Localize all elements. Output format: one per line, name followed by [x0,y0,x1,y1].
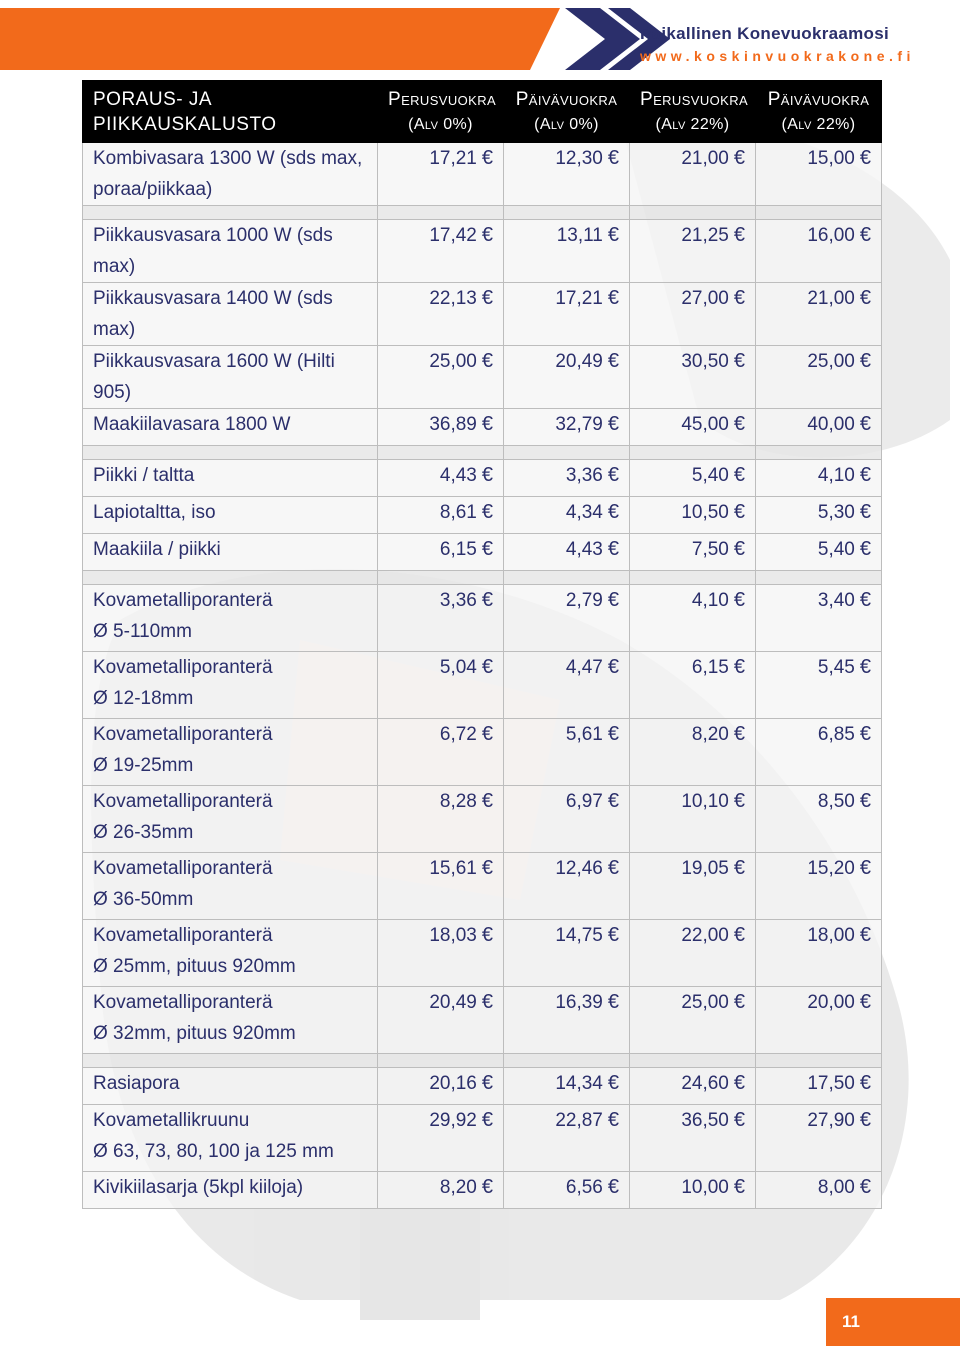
euro-icon: € [733,538,745,560]
euro-icon: € [859,790,871,812]
table-title: PORAUS- JA PIIKKAUSKALUSTO [83,81,378,143]
price-cell [504,497,630,534]
table-row [83,585,882,652]
euro-icon: € [481,1072,493,1094]
price-cell [630,719,756,786]
price-value: 10,10 [681,791,729,812]
price-cell [378,1172,504,1209]
separator-cell [83,446,378,460]
price-value: 4,10 [691,590,729,611]
euro-icon: € [607,538,619,560]
price-value: 15,20 [807,858,855,879]
price-cell [378,497,504,534]
price-value: 17,21 [555,288,603,309]
euro-icon: € [859,589,871,611]
price-value: 4,34 [565,502,603,523]
price-cell [378,853,504,920]
price-cell [756,1172,882,1209]
price-value: 25,00 [681,992,729,1013]
section-separator [83,206,882,220]
price-value: 27,00 [681,288,729,309]
table-row [83,920,882,987]
price-value: 6,15 [439,539,477,560]
price-value: 45,00 [681,414,729,435]
price-cell [630,143,756,206]
price-value: 19,05 [681,858,729,879]
separator-cell [378,571,504,585]
euro-icon: € [859,723,871,745]
table-row [83,652,882,719]
euro-icon: € [607,1072,619,1094]
product-name: Piikki / taltta [83,460,378,497]
euro-icon: € [481,350,493,372]
euro-icon: € [733,147,745,169]
price-cell [756,534,882,571]
price-value: 6,85 [817,724,855,745]
table-row [83,497,882,534]
euro-icon: € [859,147,871,169]
table-row [83,283,882,346]
euro-icon: € [859,1072,871,1094]
price-value: 15,00 [807,148,855,169]
product-name: Piikkausvasara 1600 W (Hilti 905) [83,346,378,409]
price-cell [630,853,756,920]
price-cell [630,652,756,719]
price-cell [756,346,882,409]
price-value: 3,36 [565,465,603,486]
price-value: 4,43 [565,539,603,560]
euro-icon: € [859,350,871,372]
table-row [83,719,882,786]
price-cell [756,719,882,786]
column-header: Päivävuokra (Alv 0%) [504,81,630,143]
euro-icon: € [733,723,745,745]
separator-cell [378,1054,504,1068]
euro-icon: € [481,501,493,523]
euro-icon: € [733,464,745,486]
price-cell [756,220,882,283]
euro-icon: € [859,464,871,486]
price-value: 17,21 [429,148,477,169]
price-cell [504,220,630,283]
euro-icon: € [607,147,619,169]
euro-icon: € [733,413,745,435]
price-cell [378,143,504,206]
price-cell [504,283,630,346]
price-value: 12,46 [555,858,603,879]
price-value: 22,87 [555,1110,603,1131]
price-cell [756,652,882,719]
euro-icon: € [859,413,871,435]
price-value: 5,40 [691,465,729,486]
euro-icon: € [859,857,871,879]
euro-icon: € [607,790,619,812]
euro-icon: € [733,1109,745,1131]
table-row [83,1105,882,1172]
price-value: 5,61 [565,724,603,745]
price-cell [630,283,756,346]
price-cell [504,1172,630,1209]
price-cell [756,585,882,652]
table-row [83,853,882,920]
euro-icon: € [733,656,745,678]
euro-icon: € [859,1176,871,1198]
header-banner [0,8,960,70]
price-table [82,80,882,1209]
price-value: 5,30 [817,502,855,523]
price-value: 25,00 [429,351,477,372]
price-cell [378,652,504,719]
price-value: 5,45 [817,657,855,678]
section-separator [83,571,882,585]
section-separator [83,1054,882,1068]
price-value: 24,60 [681,1073,729,1094]
price-value: 8,28 [439,791,477,812]
price-cell [504,534,630,571]
product-name: Maakiilavasara 1800 W [83,409,378,446]
price-value: 4,43 [439,465,477,486]
price-value: 6,97 [565,791,603,812]
separator-cell [504,446,630,460]
euro-icon: € [481,991,493,1013]
price-value: 40,00 [807,414,855,435]
price-value: 16,00 [807,225,855,246]
separator-cell [630,206,756,220]
price-value: 3,40 [817,590,855,611]
price-cell [378,920,504,987]
euro-icon: € [481,857,493,879]
euro-icon: € [859,1109,871,1131]
price-cell [630,460,756,497]
price-cell [378,283,504,346]
price-value: 7,50 [691,539,729,560]
product-name: Kovametallikruunu Ø 63, 73, 80, 100 ja 125 mm [83,1105,378,1172]
price-value: 20,00 [807,992,855,1013]
price-cell [756,920,882,987]
brand-url[interactable]: www.koskinvuokrakone.fi [640,48,915,64]
euro-icon: € [481,287,493,309]
price-value: 17,50 [807,1073,855,1094]
price-value: 20,49 [555,351,603,372]
euro-icon: € [481,1176,493,1198]
price-cell [630,346,756,409]
price-value: 32,79 [555,414,603,435]
euro-icon: € [481,413,493,435]
price-value: 10,50 [681,502,729,523]
price-cell [630,220,756,283]
product-name: Piikkausvasara 1400 W (sds max) [83,283,378,346]
euro-icon: € [733,287,745,309]
table-row [83,346,882,409]
euro-icon: € [481,224,493,246]
price-value: 10,00 [681,1177,729,1198]
price-value: 8,00 [817,1177,855,1198]
price-cell [756,143,882,206]
euro-icon: € [859,924,871,946]
price-cell [504,460,630,497]
price-cell [630,987,756,1054]
price-cell [630,409,756,446]
price-cell [378,346,504,409]
price-cell [378,409,504,446]
price-cell [756,460,882,497]
price-cell [630,1105,756,1172]
euro-icon: € [481,723,493,745]
euro-icon: € [859,656,871,678]
euro-icon: € [607,723,619,745]
separator-cell [756,1054,882,1068]
price-value: 25,00 [807,351,855,372]
euro-icon: € [859,991,871,1013]
product-name: Piikkausvasara 1000 W (sds max) [83,220,378,283]
price-cell [504,346,630,409]
price-cell [504,1105,630,1172]
product-name: Kovametalliporanterä Ø 25mm, pituus 920mm [83,920,378,987]
price-value: 5,04 [439,657,477,678]
product-name: Lapiotaltta, iso [83,497,378,534]
product-name: Maakiila / piikki [83,534,378,571]
separator-cell [756,206,882,220]
price-cell [630,1068,756,1105]
product-name: Kovametalliporanterä Ø 26-35mm [83,786,378,853]
euro-icon: € [607,1109,619,1131]
euro-icon: € [607,287,619,309]
separator-cell [756,571,882,585]
price-cell [378,534,504,571]
price-value: 14,75 [555,925,603,946]
euro-icon: € [859,224,871,246]
column-header: Perusvuokra (Alv 0%) [378,81,504,143]
column-header: Päivävuokra (Alv 22%) [756,81,882,143]
euro-icon: € [481,538,493,560]
euro-icon: € [481,1109,493,1131]
euro-icon: € [859,538,871,560]
table-row [83,460,882,497]
table-row [83,1068,882,1105]
separator-cell [83,206,378,220]
euro-icon: € [481,790,493,812]
product-name: Kombivasara 1300 W (sds max, poraa/piikkaa) [83,143,378,206]
price-cell [378,460,504,497]
price-cell [630,920,756,987]
separator-cell [630,1054,756,1068]
price-cell [630,585,756,652]
separator-cell [504,571,630,585]
separator-cell [83,1054,378,1068]
price-cell [756,283,882,346]
price-value: 8,20 [691,724,729,745]
euro-icon: € [607,464,619,486]
price-cell [756,786,882,853]
price-cell [378,987,504,1054]
table-row [83,143,882,206]
product-name: Rasiapora [83,1068,378,1105]
price-cell [504,652,630,719]
price-cell [378,786,504,853]
price-value: 17,42 [429,225,477,246]
euro-icon: € [733,991,745,1013]
separator-cell [630,571,756,585]
price-value: 15,61 [429,858,477,879]
price-value: 21,00 [681,148,729,169]
euro-icon: € [481,656,493,678]
separator-cell [630,446,756,460]
price-cell [504,585,630,652]
euro-icon: € [607,413,619,435]
price-cell [378,1105,504,1172]
price-cell [504,719,630,786]
euro-icon: € [481,464,493,486]
product-name: Kovametalliporanterä Ø 5-110mm [83,585,378,652]
page-number: 11 [826,1298,960,1346]
price-cell [630,497,756,534]
separator-cell [504,1054,630,1068]
price-cell [378,220,504,283]
price-cell [504,1068,630,1105]
price-value: 6,56 [565,1177,603,1198]
price-value: 21,00 [807,288,855,309]
table-row [83,534,882,571]
product-name: Kovametalliporanterä Ø 32mm, pituus 920mm [83,987,378,1054]
euro-icon: € [607,991,619,1013]
product-name: Kovametalliporanterä Ø 12-18mm [83,652,378,719]
euro-icon: € [607,501,619,523]
separator-cell [504,206,630,220]
price-cell [756,497,882,534]
price-value: 18,00 [807,925,855,946]
price-value: 6,72 [439,724,477,745]
euro-icon: € [607,924,619,946]
euro-icon: € [607,857,619,879]
euro-icon: € [481,924,493,946]
separator-cell [378,446,504,460]
price-cell [756,1105,882,1172]
price-value: 6,15 [691,657,729,678]
euro-icon: € [733,1176,745,1198]
euro-icon: € [607,589,619,611]
price-cell [378,585,504,652]
euro-icon: € [607,1176,619,1198]
price-value: 20,16 [429,1073,477,1094]
price-value: 13,11 [556,225,603,246]
euro-icon: € [733,501,745,523]
price-value: 8,61 [439,502,477,523]
price-cell [756,987,882,1054]
euro-icon: € [733,790,745,812]
price-cell [504,853,630,920]
product-name: Kivikiilasarja (5kpl kiiloja) [83,1172,378,1209]
table-header-row [83,81,882,143]
price-value: 4,47 [565,657,603,678]
price-cell [756,1068,882,1105]
price-value: 14,34 [555,1073,603,1094]
price-value: 36,89 [429,414,477,435]
price-value: 30,50 [681,351,729,372]
price-value: 20,49 [429,992,477,1013]
euro-icon: € [481,589,493,611]
price-value: 21,25 [681,225,729,246]
price-cell [378,1068,504,1105]
table-row [83,409,882,446]
price-value: 22,00 [681,925,729,946]
euro-icon: € [859,287,871,309]
section-separator [83,446,882,460]
price-cell [630,1172,756,1209]
price-value: 36,50 [681,1110,729,1131]
price-cell [504,987,630,1054]
price-cell [756,409,882,446]
euro-icon: € [607,350,619,372]
table-row [83,1172,882,1209]
price-value: 22,13 [429,288,477,309]
table-row [83,220,882,283]
separator-cell [83,571,378,585]
table-row [83,987,882,1054]
price-cell [630,786,756,853]
price-cell [504,786,630,853]
price-value: 12,30 [555,148,603,169]
column-header: Perusvuokra (Alv 22%) [630,81,756,143]
euro-icon: € [733,224,745,246]
euro-icon: € [859,501,871,523]
euro-icon: € [607,656,619,678]
euro-icon: € [733,350,745,372]
price-cell [630,534,756,571]
product-name: Kovametalliporanterä Ø 36-50mm [83,853,378,920]
price-value: 3,36 [439,590,477,611]
euro-icon: € [607,224,619,246]
price-value: 5,40 [817,539,855,560]
price-cell [504,143,630,206]
euro-icon: € [733,1072,745,1094]
product-name: Kovametalliporanterä Ø 19-25mm [83,719,378,786]
euro-icon: € [733,924,745,946]
euro-icon: € [733,857,745,879]
price-value: 16,39 [555,992,603,1013]
price-cell [756,853,882,920]
table-row [83,786,882,853]
euro-icon: € [481,147,493,169]
price-value: 18,03 [429,925,477,946]
price-value: 8,20 [439,1177,477,1198]
price-value: 27,90 [807,1110,855,1131]
price-value: 8,50 [817,791,855,812]
separator-cell [756,446,882,460]
price-cell [504,920,630,987]
price-value: 29,92 [429,1110,477,1131]
separator-cell [378,206,504,220]
euro-icon: € [733,589,745,611]
price-cell [378,719,504,786]
price-value: 4,10 [817,465,855,486]
brand-name: Paikallinen Konevuokraamosi [640,24,890,43]
price-cell [504,409,630,446]
price-value: 2,79 [565,590,603,611]
